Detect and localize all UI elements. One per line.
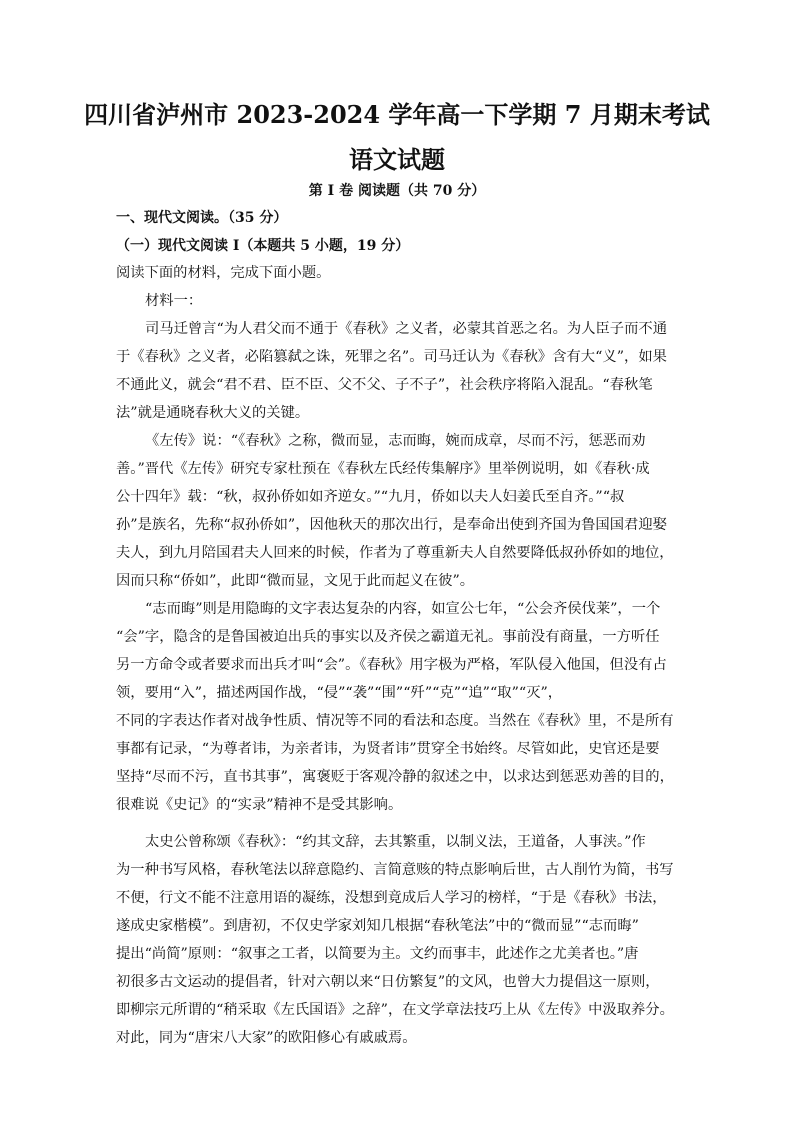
paragraph-line: 法”就是通晓春秋大义的关键。: [116, 405, 310, 421]
paragraph-line: 夫人，到九月陪国君夫人回来的时候，作者为了尊重新夫人自然要降低叔孙侨如的地位，: [116, 545, 674, 561]
paragraph-line: 另一方命令或者要求而出兵才叫“会”。《春秋》用字极为严格，军队侵入他国，但没有占: [116, 657, 667, 673]
paragraph-line: 领，要用“入”，描述两国作战，“侵”“袭”“围”“歼”“克”“追”“取”“灭”，: [116, 685, 563, 701]
paragraph-line: 遂成史家楷模”。到唐初，不仅史学家刘知几根据“春秋笔法”中的“微而显”“志而晦”: [116, 918, 639, 934]
instruction-line: 阅读下面的材料，完成下面小题。: [116, 265, 331, 281]
paragraph-line: 司马迁曾言“为人君父而不通于《春秋》之义者，必蒙其首恶之名。为人臣子而不通: [145, 321, 667, 337]
subsection-heading: （一）现代文阅读 I（本题共 5 小题，19 分）: [116, 238, 410, 254]
paragraph-line: 坚持“尽而不污，直书其事”，寓褒贬于客观冷静的叙述之中，以求达到惩恶劝善的目的，: [116, 769, 674, 785]
paragraph-line: 孙”是族名，先称“叔孙侨如”，因他秋天的那次出行，是奉命出使到齐国为鲁国国君迎娶: [116, 517, 667, 533]
paragraph-line: 不通此义，就会“君不君、臣不臣、父不父、子不子”，社会秩序将陷入混乱。“春秋笔: [116, 377, 653, 393]
paragraph-line: 很难说《史记》的“实录”精神不是受其影响。: [116, 797, 403, 813]
paragraph-line: 善。”晋代《左传》研究专家杜预在《春秋左氏经传集解序》里举例说明，如《春秋·成: [116, 461, 650, 477]
paragraph-line: 对此，同为“唐宋八大家”的欧阳修心有戚戚焉。: [116, 1030, 417, 1046]
material-label: 材料一：: [145, 293, 203, 309]
exam-title: 四川省泸州市 2023-2024 学年高一下学期 7 月期末考试: [84, 100, 710, 129]
section-heading: 一、现代文阅读。（35 分）: [116, 210, 288, 226]
paragraph-line: 初很多古文运动的提倡者，针对六朝以来“日仿繁复”的文风，也曾大力提倡这一原则，: [116, 974, 660, 990]
paragraph-line: 《左传》说：“《春秋》之称，微而显，志而晦，婉而成章，尽而不污，惩恶而劝: [145, 433, 646, 449]
paragraph-line: 提出“尚简”原则：“叙事之工者，以简要为主。文约而事丰，此述作之尤美者也。”唐: [116, 946, 639, 962]
paragraph-line: 太史公曾称颂《春秋》：“约其文辞，去其繁重，以制义法，王道备，人事浃。”作: [145, 834, 646, 850]
part-heading: 第 I 卷 阅读题（共 70 分）: [308, 183, 486, 199]
exam-subject-title: 语文试题: [349, 145, 445, 174]
paragraph-line: 为一种书写风格，春秋笔法以辞意隐约、言简意赅的特点影响后世，古人削竹为简，书写: [116, 862, 674, 878]
paragraph-line: 不便，行文不能不注意用语的凝练，没想到竟成后人学习的榜样，“于是《春秋》书法，: [116, 890, 667, 906]
paragraph-line: 不同的字表达作者对战争性质、情况等不同的看法和态度。当然在《春秋》里，不是所有: [116, 713, 674, 729]
paragraph-line: “志而晦”则是用隐晦的文字表达复杂的内容，如宣公七年，“公会齐侯伐莱”，一个: [145, 601, 661, 617]
paragraph-line: 公十四年》载：“秋，叔孙侨如如齐逆女。”“九月，侨如以夫人妇姜氏至自齐。”“叔: [116, 489, 625, 505]
paragraph-line: 因而只称“侨如”，此即“微而显，文见于此而起义在彼”。: [116, 573, 475, 589]
paragraph-line: “会”字，隐含的是鲁国被迫出兵的事实以及齐侯之霸道无礼。事前没有商量，一方听任: [116, 629, 660, 645]
paragraph-line: 即柳宗元所谓的“稍采取《左氏国语》之辞”，在文学章法技巧上从《左传》中汲取养分。: [116, 1002, 674, 1018]
paragraph-line: 事都有记录，“为尊者讳，为亲者讳，为贤者讳”贯穿全书始终。尽管如此，史官还是要: [116, 741, 660, 757]
paragraph-line: 于《春秋》之义者，必陷篡弑之诛，死罪之名”。司马迁认为《春秋》含有大“义”，如果: [116, 349, 667, 365]
